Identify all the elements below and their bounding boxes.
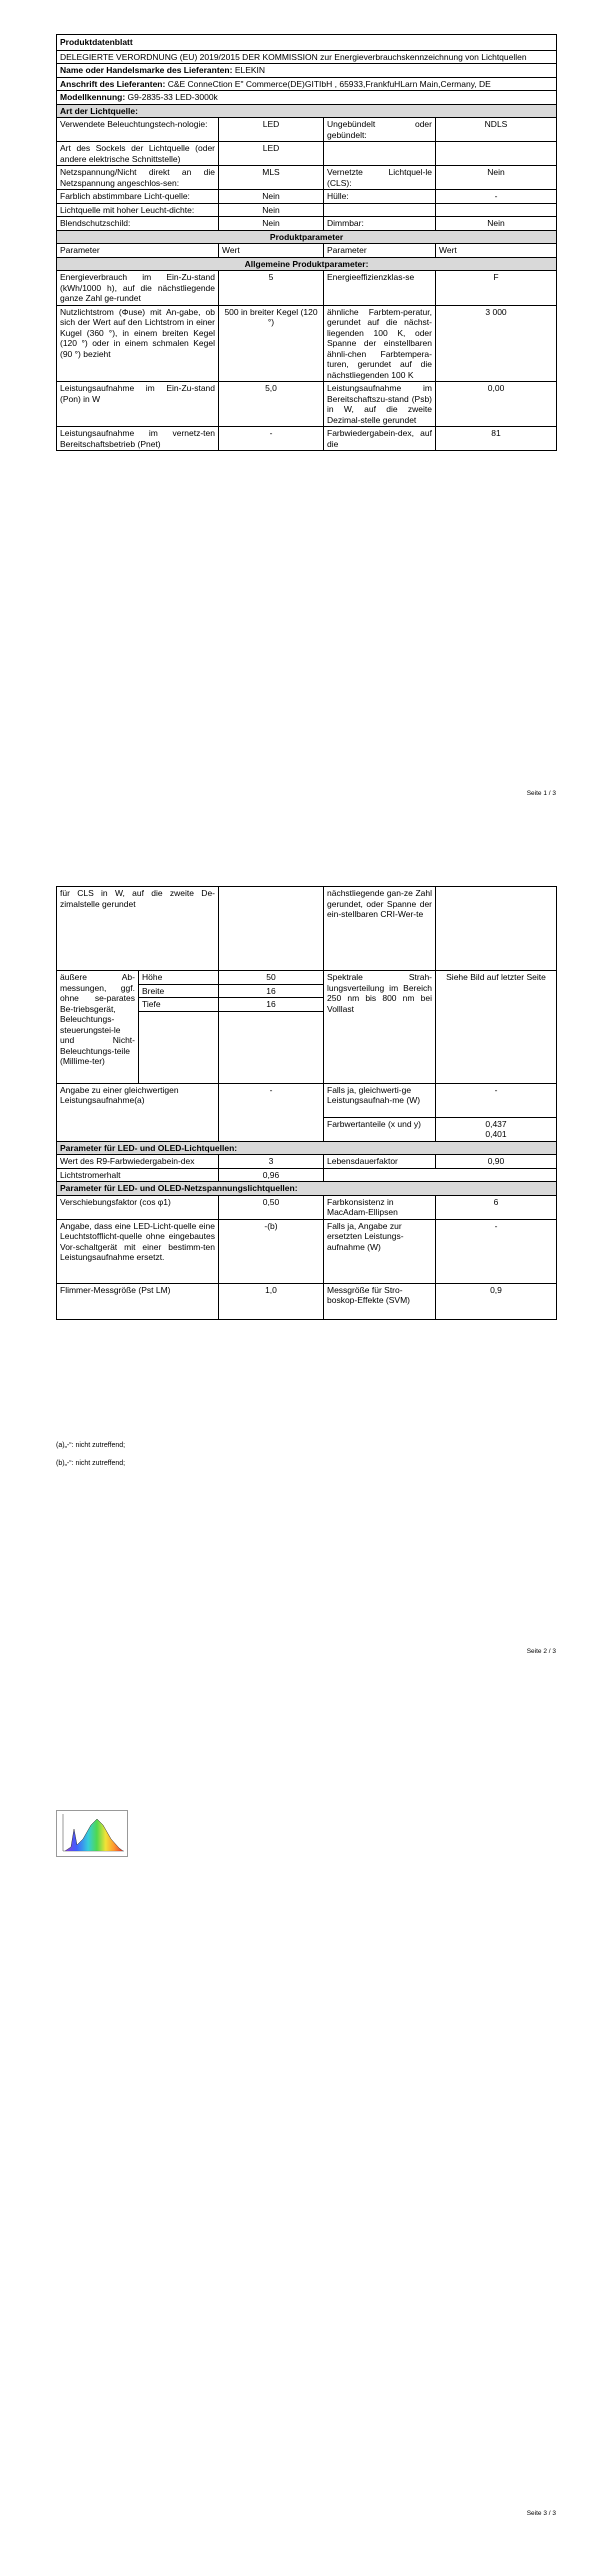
param-label: Farbwiedergabein-dex, auf die [324, 427, 436, 451]
dim-name: Höhe [139, 971, 219, 985]
param-value [436, 203, 557, 217]
replacement-power-value: - [436, 1219, 557, 1283]
r9-value: 3 [219, 1155, 324, 1169]
param-label: Dimmbar: [324, 217, 436, 231]
empty-cell [139, 1011, 219, 1083]
param-label: Leistungsaufnahme im Ein-Zu-stand (Pon) in W [57, 382, 219, 427]
col-header-param-1: Parameter [57, 244, 219, 258]
chromaticity-y: 0,401 [485, 1129, 507, 1139]
stroboscopic-value: 0,9 [436, 1283, 557, 1319]
general-params-heading: Allgemeine Produktparameter: [57, 257, 557, 271]
param-label: Netzspannung/Nicht direkt an die Netzspannung angeschlos-sen: [57, 166, 219, 190]
col-header-value-2: Wert [436, 244, 557, 258]
datasheet-page-1 [56, 34, 557, 451]
param-value: LED [219, 118, 324, 142]
product-params-heading: Produktparameter [57, 230, 557, 244]
param-label: Farblich abstimmbare Licht-quelle: [57, 190, 219, 204]
dimensions-label: äußere Ab-messungen, ggf. ohne se-parates Be-triebsgerät, Beleuchtungs-steuerungstei-le und Nicht-Beleuchtungs-teile (Millime-ter) [57, 971, 139, 1084]
param-value: Nein [219, 190, 324, 204]
param-value: - [219, 427, 324, 451]
param-value: 0,00 [436, 382, 557, 427]
param-label: Vernetzte Lichtquel-le (CLS): [324, 166, 436, 190]
param-value: Nein [219, 203, 324, 217]
model-value: G9-2835-33 LED-3000k [127, 92, 218, 102]
led-params-heading: Parameter für LED- und OLED-Lichtquellen: [57, 1141, 557, 1155]
col-header-value-1: Wert [219, 244, 324, 258]
empty-cell [436, 887, 557, 971]
param-value: NDLS [436, 118, 557, 142]
light-source-type-row [57, 217, 557, 231]
mls-params-heading: Parameter für LED- und OLED-Netzspannungslichtquellen: [57, 1182, 557, 1196]
life-factor-value: 0,90 [436, 1155, 557, 1169]
dim-value: 16 [219, 984, 324, 998]
param-value: MLS [219, 166, 324, 190]
param-value: Nein [436, 217, 557, 231]
param-value: Nein [219, 217, 324, 231]
param-value: 3 000 [436, 305, 557, 382]
param-value: 5,0 [219, 382, 324, 427]
param-label: ähnliche Farbtem-peratur, gerundet auf die nächst-liegenden 100 K, oder Spanne der einstellbaren ähnli-chen Farbtempera-turen, gerundet auf die nächstliegenden 100 K [324, 305, 436, 382]
equiv-power-label: Angabe zu einer gleichwertigen Leistungsaufnahme(a) [57, 1083, 219, 1141]
param-label: Lichtquelle mit hoher Leucht-dichte: [57, 203, 219, 217]
param-value: LED [219, 142, 324, 166]
cri-continued: nächstliegende gan-ze Zahl gerundet, oder Spanne der ein-stellbaren CRI-Wer-te [324, 887, 436, 971]
param-label: Energieverbrauch im Ein-Zu-stand (kWh/1000 h), auf die nächstliegende ganze Zahl ge-rundet [57, 271, 219, 306]
param-value: Nein [436, 166, 557, 190]
param-label: Energieeffizienzklas-se [324, 271, 436, 306]
spectral-value: Siehe Bild auf letzter Seite [436, 971, 557, 1084]
page-footer-3: Seite 3 / 3 [526, 2510, 556, 2517]
general-param-row [57, 382, 557, 427]
model-row [57, 91, 557, 105]
footnote-b: (b)„-“: nicht zutreffend; [56, 1460, 126, 1467]
footnote-a: (a)„-“: nicht zutreffend; [56, 1442, 126, 1449]
general-params-rows [57, 271, 557, 451]
light-source-type-heading: Art der Lichtquelle: [57, 104, 557, 118]
page-footer-2: Seite 2 / 3 [526, 1648, 556, 1655]
param-label: Leistungsaufnahme im vernetz-ten Bereitschaftsbetrieb (Pnet) [57, 427, 219, 451]
param-value: F [436, 271, 557, 306]
replacement-label: Angabe, dass eine LED-Licht-quelle eine Leuchtstofflicht-quelle ohne eingebautes Vor-schaltgerät mit einer bestimm-ten Leistungsaufnahme ersetzt. [57, 1219, 219, 1283]
model-label: Modellkennung: [60, 92, 126, 102]
light-source-type-rows [57, 118, 557, 231]
supplier-name-label: Name oder Handelsmarke des Lieferanten: [60, 65, 233, 75]
color-consistency-value: 6 [436, 1195, 557, 1219]
dim-value: 16 [219, 998, 324, 1012]
power-factor-label: Verschiebungsfaktor (cos φ1) [57, 1195, 219, 1219]
lumen-maintenance-value: 0,96 [219, 1168, 324, 1182]
param-value: 500 in breiter Kegel (120 °) [219, 305, 324, 382]
page-footer-1: Seite 1 / 3 [526, 790, 556, 797]
equiv-power-w-label: Falls ja, gleichwerti-ge Leistungsaufnah-me (W) [324, 1083, 436, 1117]
light-source-type-row [57, 118, 557, 142]
spectrum-image [56, 1810, 128, 1857]
param-value: 5 [219, 271, 324, 306]
chromaticity-x: 0,437 [485, 1118, 507, 1129]
dim-value: 50 [219, 971, 324, 985]
chromaticity-label: Farbwertanteile (x und y) [324, 1117, 436, 1141]
param-value: - [436, 190, 557, 204]
life-factor-label: Lebensdauerfaktor [324, 1155, 436, 1169]
param-value: 81 [436, 427, 557, 451]
general-param-row [57, 271, 557, 306]
light-source-type-row [57, 190, 557, 204]
param-label: Ungebündelt oder gebündelt: [324, 118, 436, 142]
light-source-type-row [57, 166, 557, 190]
replacement-power-label: Falls ja, Angabe zur ersetzten Leistungs-aufnahme (W) [324, 1219, 436, 1283]
param-label: Leistungsaufnahme im Bereitschaftszu-stand (Psb) in W, auf die zweite Dezimal-stelle gerundet [324, 382, 436, 427]
regulation-text: DELEGIERTE VERORDNUNG (EU) 2019/2015 DER KOMMISSION zur Energieverbrauchskennzeichnung von Lichtquellen [57, 50, 557, 64]
general-param-row [57, 427, 557, 451]
supplier-address-value: C&E ConneCtion E" Commerce(DE)GITIbH , 65933,FrankfuHLarn Main,Cermany, DE [167, 78, 491, 89]
power-factor-value: 0,50 [219, 1195, 324, 1219]
empty-cell [219, 1011, 324, 1083]
param-label [324, 203, 436, 217]
param-label: Verwendete Beleuchtungstech-nologie: [57, 118, 219, 142]
spectral-label: Spektrale Strah-lungsverteilung im Bereich 250 nm bis 800 nm bei Volllast [324, 971, 436, 1084]
lumen-maintenance-label: Lichtstromerhalt [57, 1168, 219, 1182]
cls-power-continued: für CLS in W, auf die zweite De-zimalstelle gerundet [57, 887, 219, 971]
flicker-value: 1,0 [219, 1283, 324, 1319]
supplier-address-row [57, 77, 557, 91]
empty-cell [324, 1168, 557, 1182]
light-source-type-row [57, 142, 557, 166]
param-label: Art des Sockels der Lichtquelle (oder andere elektrische Schnittstelle) [57, 142, 219, 166]
dim-name: Tiefe [139, 998, 219, 1012]
empty-cell [219, 887, 324, 971]
general-param-row [57, 305, 557, 382]
replacement-value: -(b) [219, 1219, 324, 1283]
param-label: Nutzlichtstrom (Φuse) mit An-gabe, ob sich der Wert auf den Lichtstrom in einer Kugel (360 °), in einem breiten Kegel (120 °) oder in einem schmalen Kegel (90 °) bezieht [57, 305, 219, 382]
stroboscopic-label: Messgröße für Stro-boskop-Effekte (SVM) [324, 1283, 436, 1319]
spectrum-graphic [57, 1811, 127, 1856]
param-label: Blendschutzschild: [57, 217, 219, 231]
equiv-power-w-value: - [436, 1083, 557, 1117]
dim-name: Breite [139, 984, 219, 998]
param-value [436, 142, 557, 166]
col-header-param-2: Parameter [324, 244, 436, 258]
equiv-power-value: - [219, 1083, 324, 1141]
supplier-name-value: ELEKIN [234, 65, 266, 75]
param-label: Hülle: [324, 190, 436, 204]
page-title: Produktdatenblatt [57, 35, 557, 51]
flicker-label: Flimmer-Messgröße (Pst LM) [57, 1283, 219, 1319]
chromaticity-values [436, 1117, 557, 1141]
supplier-name-row [57, 64, 557, 78]
param-label [324, 142, 436, 166]
light-source-type-row [57, 203, 557, 217]
supplier-address-label: Anschrift des Lieferanten: [60, 78, 166, 89]
datasheet-page-2 [56, 886, 557, 1320]
color-consistency-label: Farbkonsistenz in MacAdam-Ellipsen [324, 1195, 436, 1219]
r9-label: Wert des R9-Farbwiedergabein-dex [57, 1155, 219, 1169]
